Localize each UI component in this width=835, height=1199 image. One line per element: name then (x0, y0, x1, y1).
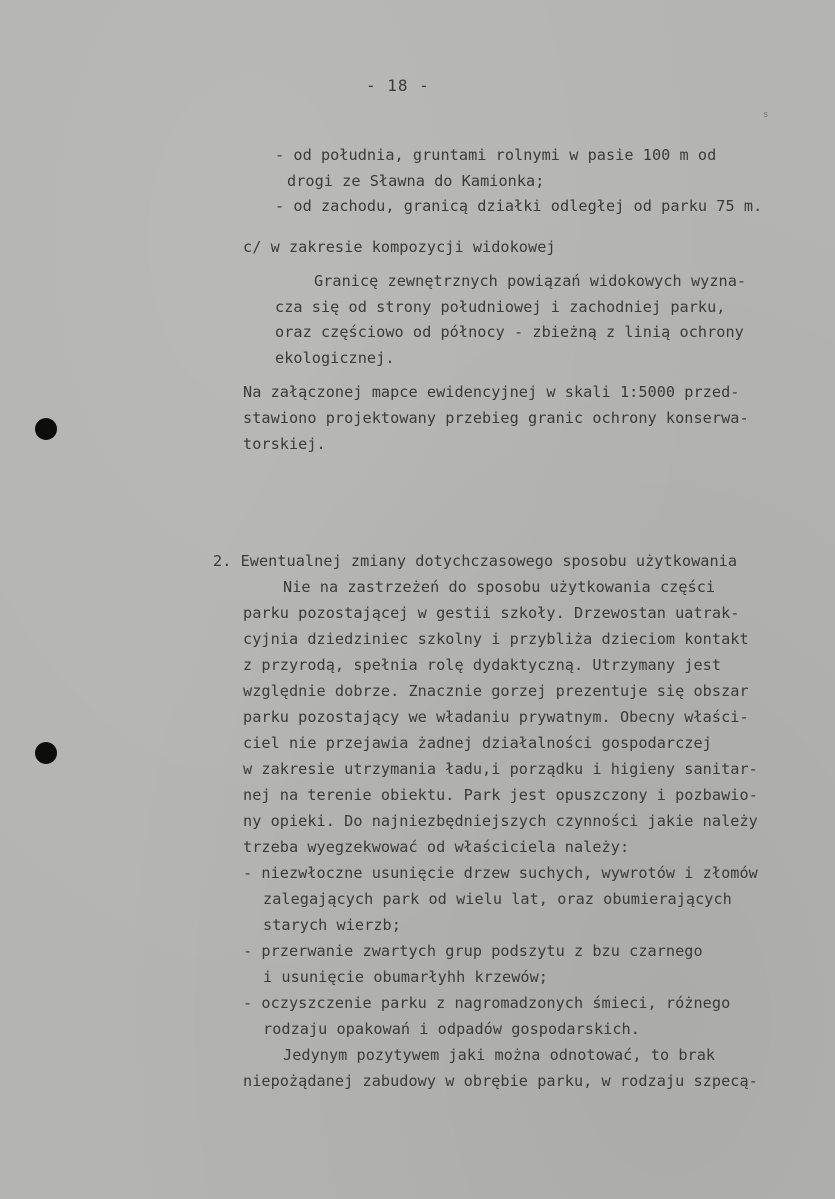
text-line: cyjnia dziedziniec szkolny i przybliża dzieciom kontakt (243, 630, 749, 648)
text-line: - od południa, gruntami rolnymi w pasie 100 m od (275, 146, 717, 164)
text-line: Na załączonej mapce ewidencyjnej w skali 1:5000 przed- (243, 383, 740, 401)
text-line: rodzaju opakowań i odpadów gospodarskich. (263, 1020, 640, 1038)
text-line: - od zachodu, granicą działki odległej od parku 75 m. (275, 197, 763, 215)
text-line: cza się od strony południowej i zachodniej parku, (275, 298, 726, 316)
text-line: oraz częściowo od północy - zbieżną z linią ochrony (275, 323, 744, 341)
text-line: Jedynym pozytywem jaki można odnotować, to brak (283, 1046, 716, 1064)
section-heading: c/ w zakresie kompozycji widokowej (243, 238, 556, 256)
text-line: - oczyszczenie parku z nagromadzonych śmieci, różnego (243, 994, 731, 1012)
text-line: względnie dobrze. Znacznie gorzej prezentuje się obszar (243, 682, 749, 700)
text-line: starych wierzb; (263, 916, 401, 934)
text-line: ny opieki. Do najniezbędniejszych czynności jakie należy (243, 812, 758, 830)
text-line: stawiono projektowany przebieg granic ochrony konserwa- (243, 409, 749, 427)
text-line: drogi ze Sławna do Kamionka; (287, 172, 545, 190)
text-line: Nie na zastrzeżeń do sposobu użytkowania części (283, 578, 716, 596)
text-line: i usunięcie obumarłyhh krzewów; (263, 968, 549, 986)
text-line: torskiej. (243, 435, 326, 453)
text-line: - niezwłoczne usunięcie drzew suchych, wywrotów i złomów (243, 864, 758, 882)
punch-hole-top (35, 418, 57, 440)
text-line: trzeba wyegzekwować od właściciela należy: (243, 838, 630, 856)
text-line: ciel nie przejawia żadnej działalności gospodarczej (243, 734, 712, 752)
text-line: z przyrodą, spełnia rolę dydaktyczną. Utrzymany jest (243, 656, 722, 674)
text-line: parku pozostającej w gestii szkoły. Drzewostan uatrak- (243, 604, 740, 622)
text-line: ekologicznej. (275, 349, 395, 367)
text-line: w zakresie utrzymania ładu,i porządku i higieny sanitar- (243, 760, 758, 778)
text-line: Granicę zewnętrznych powiązań widokowych wyzna- (314, 272, 747, 290)
corner-mark: s (763, 110, 769, 120)
punch-hole-bottom (35, 742, 57, 764)
text-line: zalegających park od wielu lat, oraz obumierających (263, 890, 732, 908)
text-line: niepożądanej zabudowy w obrębie parku, w rodzaju szpecą- (243, 1072, 758, 1090)
text-line: nej na terenie obiektu. Park jest opuszczony i pozbawio- (243, 786, 758, 804)
page-number: - 18 - (366, 76, 430, 95)
section-heading: 2. Ewentualnej zmiany dotychczasowego sposobu użytkowania (213, 552, 738, 570)
text-line: parku pozostający we władaniu prywatnym. Obecny właści- (243, 708, 749, 726)
text-line: - przerwanie zwartych grup podszytu z bzu czarnego (243, 942, 703, 960)
